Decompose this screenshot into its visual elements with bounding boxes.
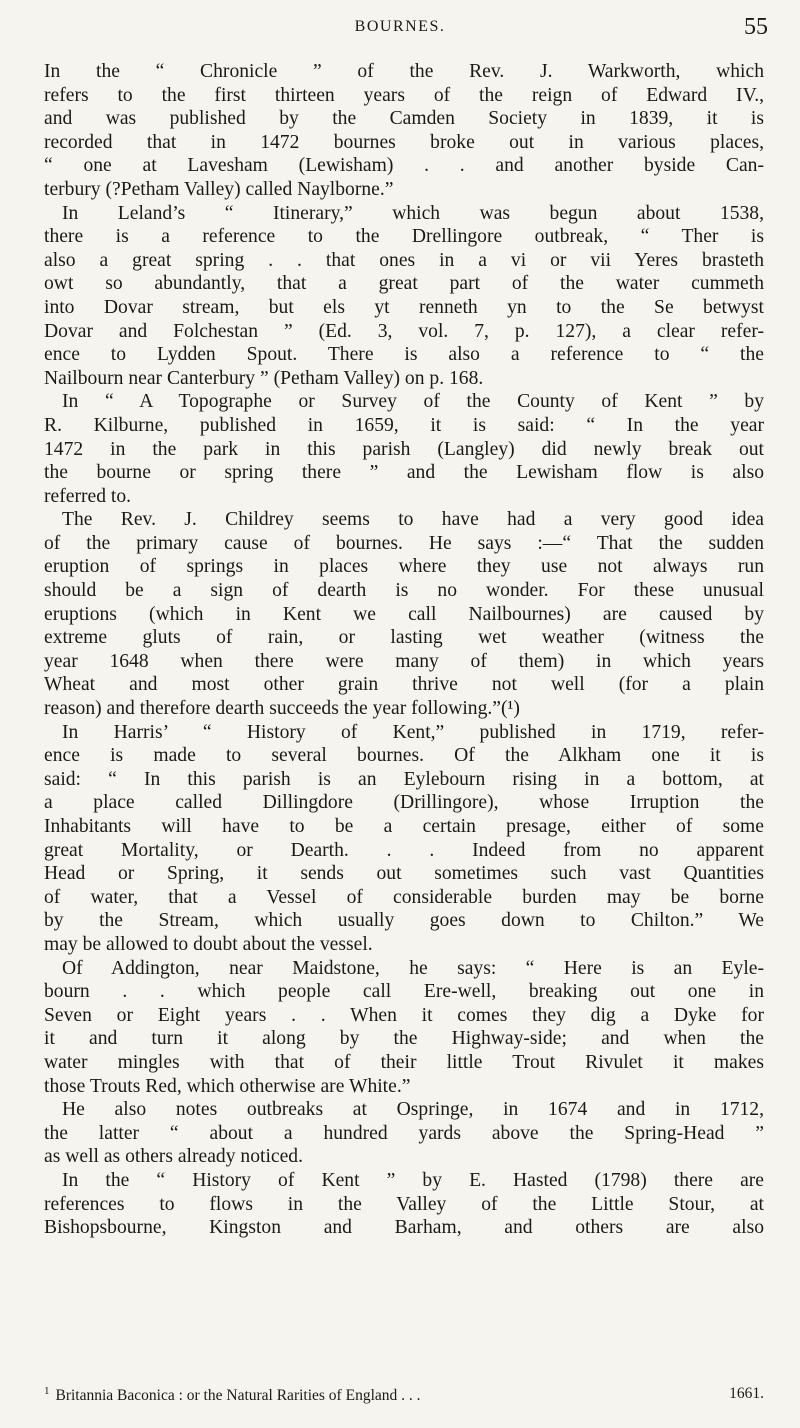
text-line: Inhabitants will have to be a certain presage, either of some — [44, 816, 764, 837]
text-line: Nailbourn near Canterbury ” (Petham Valley) on p. 168. — [44, 367, 484, 389]
text-line: owt so abundantly, that a great part of the water cummeth — [44, 273, 764, 295]
page-number: 55 — [744, 14, 768, 40]
text-line: eruptions (which in Kent we call Nailbournes) are caused by — [44, 603, 764, 625]
text-line: of water, that a Vessel of considerable burden may be borne — [44, 886, 764, 908]
text-line: as well as others already noticed. — [44, 1146, 303, 1168]
text-line: 1472 in the park in this parish (Langley) did newly break out — [44, 438, 764, 460]
text-line: Of Addington, near Maidstone, he says: “ Here is an Eyle- — [62, 957, 764, 979]
text-line: a place called Dillingdore (Drillingore), whose Irruption the — [44, 792, 764, 814]
footnote — [44, 1385, 764, 1405]
text-line: “ one at Lavesham (Lewisham) . . and another byside Can- — [44, 155, 764, 177]
text-line: and was published by the Camden Society in 1839, it is — [44, 108, 764, 130]
text-line: year 1648 when there were many of them) in which years — [44, 650, 764, 672]
text-line: Head or Spring, it sends out sometimes such vast Quantities — [44, 863, 764, 885]
text-line: terbury (?Petham Valley) called Naylborne.” — [44, 178, 394, 200]
text-line: bourn . . which people call Ere-well, breaking out one in — [44, 981, 764, 1003]
body-text — [44, 60, 764, 1240]
text-line: extreme gluts of rain, or lasting wet weather (witness the — [44, 627, 764, 649]
text-line: In Leland’s “ Itinerary,” which was begun about 1538, — [62, 202, 764, 224]
text-line: In “ A Topographe or Survey of the County of Kent ” by — [62, 391, 764, 413]
text-line: Bishopsbourne, Kingston and Barham, and others are also — [44, 1217, 764, 1239]
text-line: Dovar and Folchestan ” (Ed. 3, vol. 7, p. 127), a clear refer- — [44, 320, 764, 342]
running-head — [0, 14, 800, 44]
text-line: great Mortality, or Dearth. . . Indeed from no apparent — [44, 839, 764, 861]
text-line: In the “ History of Kent ” by E. Hasted (1798) there are — [62, 1169, 764, 1191]
text-line: the bourne or spring there ” and the Lewisham flow is also — [44, 462, 764, 484]
text-line: In Harris’ “ History of Kent,” published in 1719, refer- — [62, 721, 764, 743]
text-line: The Rev. J. Childrey seems to have had a very good idea — [62, 509, 764, 531]
text-line: may be allowed to doubt about the vessel. — [44, 933, 373, 955]
text-line: Seven or Eight years . . When it comes they dig a Dyke for — [44, 1004, 764, 1026]
text-line: also a great spring . . that ones in a vi or vii Yeres brasteth — [44, 249, 764, 271]
running-title: BOURNES. — [354, 18, 446, 35]
text-line: eruption of springs in places where they use not always run — [44, 556, 764, 578]
text-line: referred to. — [44, 485, 132, 507]
text-line: ence to Lydden Spout. There is also a reference to “ the — [44, 344, 764, 366]
text-line: it and turn it along by the Highway-side; and when the — [44, 1028, 764, 1050]
text-line: reason) and therefore dearth succeeds the year following.”(¹) — [44, 698, 520, 720]
text-line: water mingles with that of their little Trout Rivulet it makes — [44, 1051, 764, 1073]
text-line: recorded that in 1472 bournes broke out in various places, — [44, 131, 764, 153]
text-line: by the Stream, which usually goes down to Chilton.” We — [44, 910, 764, 932]
text-line: the latter “ about a hundred yards above the Spring-Head ” — [44, 1122, 764, 1144]
text-line: ence is made to several bournes. Of the Alkham one it is — [44, 745, 764, 767]
text-line: into Dovar stream, but els yt renneth yn to the Se betwyst — [44, 296, 764, 318]
text-line: references to flows in the Valley of the Little Stour, at — [44, 1193, 764, 1215]
footnote-year: 1661. — [729, 1385, 764, 1402]
text-line: should be a sign of dearth is no wonder. For these unusual — [44, 580, 764, 602]
text-line: refers to the first thirteen years of the reign of Edward IV., — [44, 84, 764, 106]
text-line: those Trouts Red, which otherwise are White.” — [44, 1075, 411, 1097]
text-line: Wheat and most other grain thrive not well (for a plain — [44, 674, 764, 696]
footnote-text: Britannia Baconica : or the Natural Rarities of England . . . — [55, 1387, 421, 1405]
text-line: He also notes outbreaks at Ospringe, in 1674 and in 1712, — [62, 1099, 764, 1121]
text-line: In the “ Chronicle ” of the Rev. J. Warkworth, which — [44, 61, 764, 82]
text-line: said: “ In this parish is an Eylebourn rising in a bottom, at — [44, 768, 764, 790]
text-line: there is a reference to the Drellingore outbreak, “ Ther is — [44, 226, 764, 248]
text-line: of the primary cause of bournes. He says :—“ That the sudden — [44, 532, 764, 554]
text-line: R. Kilburne, published in 1659, it is said: “ In the year — [44, 414, 764, 436]
footnote-marker: 1 — [44, 1385, 50, 1397]
